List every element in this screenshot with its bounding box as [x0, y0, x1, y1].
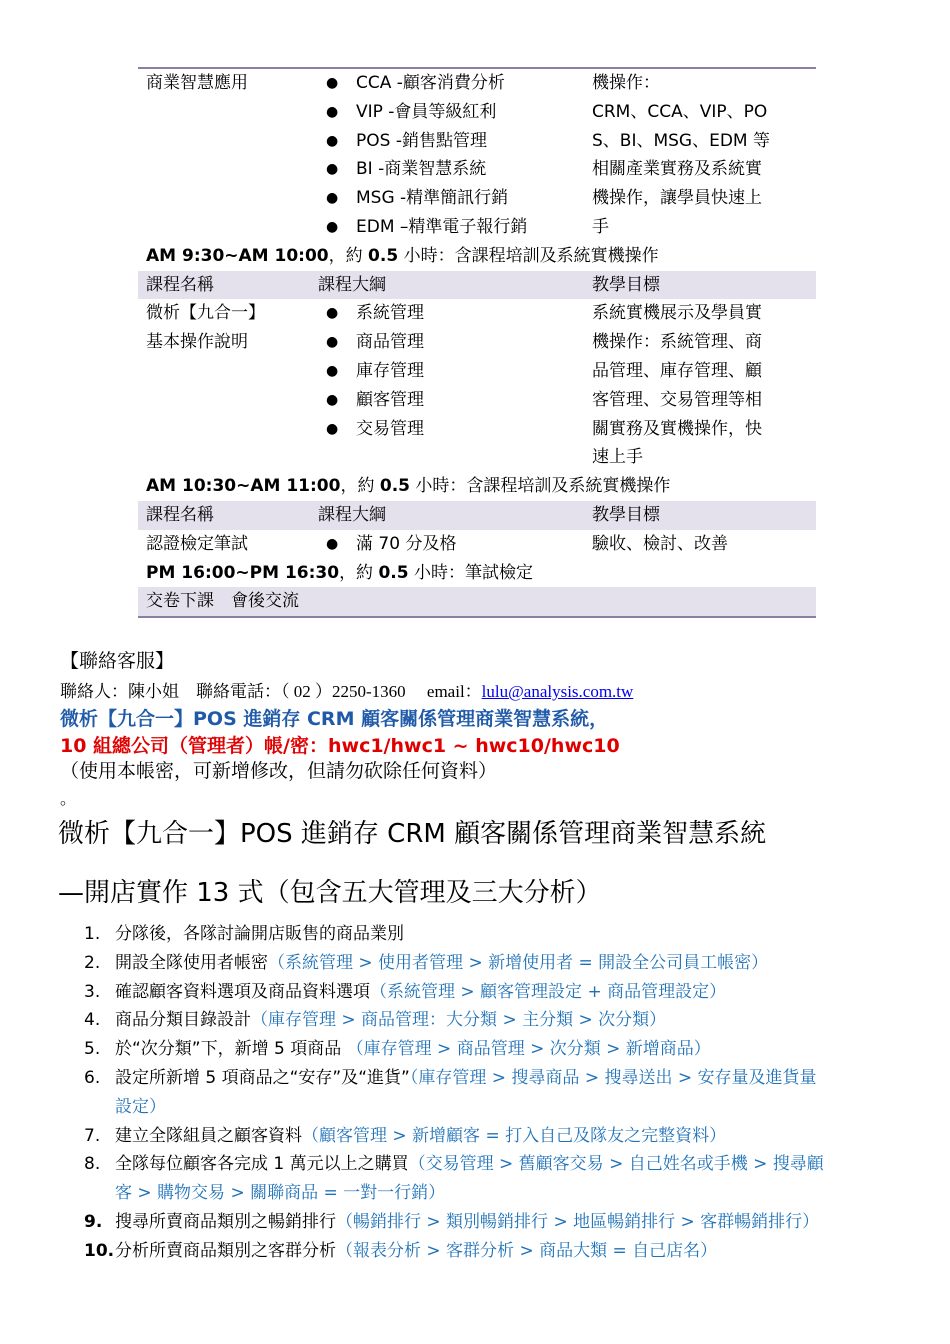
list-item: 3. 確認顧客資料選項及商品資料選項（系統管理 > 顧客管理設定 + 商品管理設定） [84, 981, 727, 1002]
bullet-icon: ● [326, 391, 339, 408]
list-item: 7. 建立全隊組員之顧客資料（顧客管理 > 新增顧客 = 打入自己及隊友之完整資料） [84, 1125, 727, 1146]
bullet-icon: ● [326, 190, 339, 207]
bullet-icon: ● [326, 132, 339, 149]
bullet-icon: ● [326, 334, 339, 351]
list-item: ● 交易管理 [318, 415, 590, 444]
list-item: ● CCA -顧客消費分析 [318, 69, 590, 98]
session-time: AM 10:30~AM 11:00，約 0.5 小時：含課程培訓及系統實機操作 [146, 476, 671, 497]
course-table [138, 67, 816, 618]
list-item: 2. 開設全隊使用者帳密（系統管理 > 使用者管理 > 新增使用者 = 開設全公司員工帳密） [84, 952, 769, 973]
session-time: PM 16:00~PM 16:30，約 0.5 小時：筆試檢定 [146, 562, 533, 583]
list-item: ● 滿 70 分及格 [318, 530, 590, 559]
bullet-icon: ● [326, 362, 339, 379]
header-course-outline: 課程大綱 [318, 274, 386, 295]
list-item: ● 系統管理 [318, 299, 590, 328]
list-item: ● BI -商業智慧系統 [318, 155, 590, 184]
bullet-icon: ● [326, 218, 339, 235]
header-course-name: 課程名稱 [146, 274, 214, 295]
list-item: ● 商品管理 [318, 328, 590, 357]
list-item: 1. 分隊後，各隊討論開店販售的商品業別 [84, 924, 404, 944]
list-item: 5. 於“次分類”下，新增 5 項商品 （庫存管理 > 商品管理 > 次分類 > 新增商品） [84, 1039, 711, 1060]
course-goal: 系統實機展示及學員實 機操作：系統管理、商 品管理、庫存管理、顧 客管理、交易管理等相 關實務及實機操作，快 速上手 [592, 303, 762, 468]
account-line: 10 組總公司（管理者）帳/密：hwc1/hwc1 ~ hwc10/hwc10 [60, 735, 620, 757]
list-item: 10. 分析所賣商品類別之客群分析（報表分析 > 客群分析 > 商品大類 = 自己店名） [84, 1240, 718, 1261]
table-row [138, 530, 816, 559]
page-subtitle: —開店實作 13 式（包含五大管理及三大分析） [58, 878, 602, 908]
course-name: 微析【九合一】 基本操作說明 [146, 303, 265, 353]
list-item: 4. 商品分類目錄設計（庫存管理 > 商品管理：大分類 > 主分類 > 次分類） [84, 1010, 667, 1031]
bullet-icon: ● [326, 103, 339, 120]
bullet-icon: ● [326, 420, 339, 437]
list-item: 9. 搜尋所賣商品類別之暢銷排行（暢銷排行 > 類別暢銷排行 > 地區暢銷排行 > 客群暢銷排行） [84, 1211, 820, 1232]
course-outline [318, 530, 590, 559]
system-name-line: 微析【九合一】POS 進銷存 CRM 顧客關係管理商業智慧系統， [60, 708, 609, 730]
list-item: ● 庫存管理 [318, 357, 590, 386]
list-item: ● MSG -精準簡訊行銷 [318, 184, 590, 213]
bullet-icon: ● [326, 75, 339, 91]
page-title: 微析【九合一】POS 進銷存 CRM 顧客關係管理商業智慧系統 [58, 819, 767, 849]
steps-list [84, 920, 904, 1266]
header-course-goal: 教學目標 [592, 504, 660, 525]
course-outline [318, 299, 590, 472]
note-dot: 。 [60, 789, 77, 808]
bullet-icon: ● [326, 535, 339, 552]
contact-heading: 【聯絡客服】 [60, 650, 175, 672]
table-header [138, 271, 816, 300]
table-row [138, 299, 816, 472]
header-course-name: 課程名稱 [146, 504, 214, 525]
header-course-goal: 教學目標 [592, 274, 660, 295]
contact-person: 聯絡人：陳小姐 聯絡電話：（ 02 ）2250-1360 email：lulu@analysis.com.tw [60, 682, 634, 701]
email-link[interactable]: lulu@analysis.com.tw [481, 682, 634, 701]
list-item: ● 顧客管理 [318, 386, 590, 415]
course-goal: 機操作： CRM、CCA、VIP、PO S、BI、MSG、EDM 等 相關產業實務及系統實 機操作，讓學員快速上 手 [592, 73, 771, 237]
list-item: ● EDM –精準電子報行銷 [318, 213, 590, 242]
course-goal: 驗收、檢討、改善 [592, 533, 728, 554]
list-item: 8. 全隊每位顧客各完成 1 萬元以上之購買（交易管理 > 舊顧客交易 > 自己姓名或手機 > 搜尋顧 客 > 購物交易 > 關聯商品 = 一對一行銷） [84, 1154, 824, 1204]
table-row-end: 交卷下課 會後交流 [138, 587, 816, 618]
table-header [138, 501, 816, 530]
session-time: AM 9:30~AM 10:00，約 0.5 小時：含課程培訓及系統實機操作 [146, 245, 659, 266]
course-name: 商業智慧應用 [146, 73, 248, 93]
list-item: ● VIP -會員等級紅利 [318, 98, 590, 127]
course-name: 認證檢定筆試 [146, 533, 248, 554]
course-outline [318, 69, 590, 242]
bullet-icon: ● [326, 161, 339, 178]
account-note: （使用本帳密，可新增修改，但請勿砍除任何資料） [60, 760, 498, 782]
table-row [138, 69, 816, 242]
bullet-icon: ● [326, 305, 339, 322]
list-item: ● POS -銷售點管理 [318, 127, 590, 156]
header-course-outline: 課程大綱 [318, 504, 386, 525]
list-item: 6. 設定所新增 5 項商品之“安存”及“進貨”（庫存管理 > 搜尋商品 > 搜尋送出 > 安存量及進貨量 設定） [84, 1067, 817, 1117]
